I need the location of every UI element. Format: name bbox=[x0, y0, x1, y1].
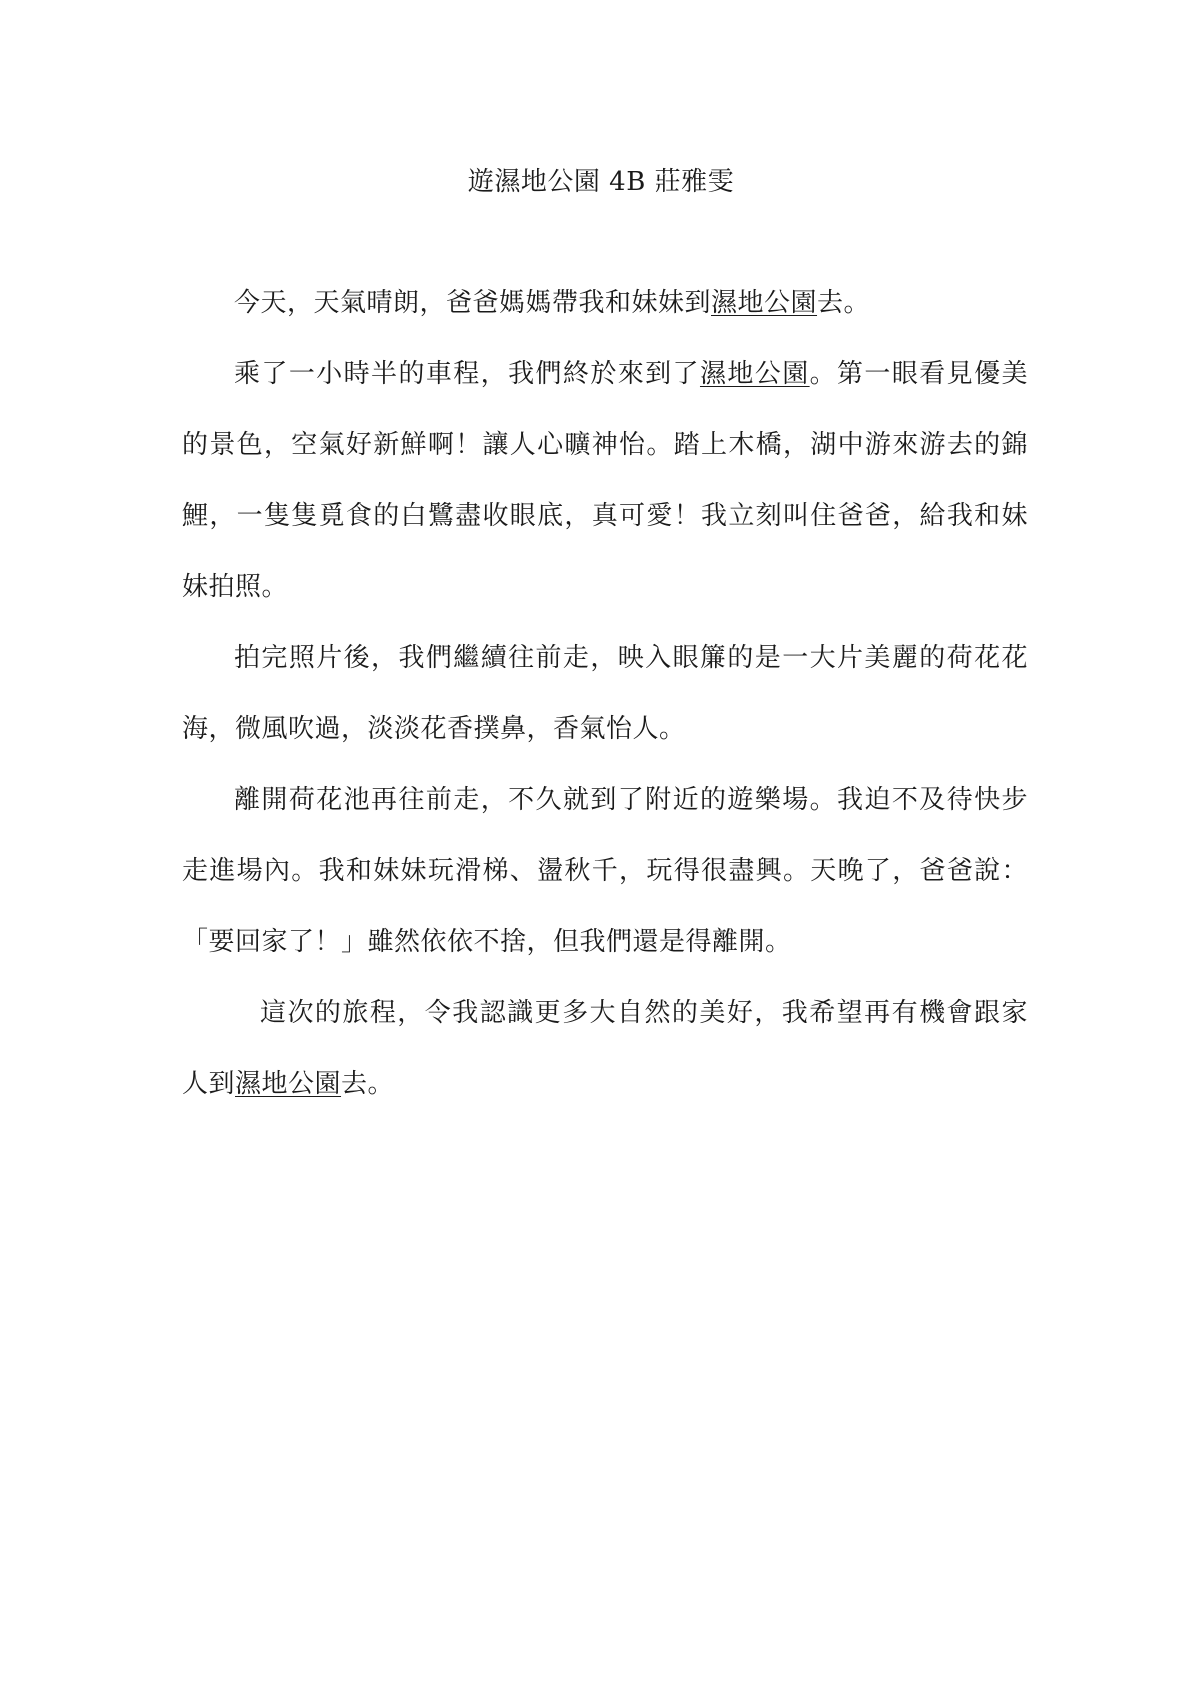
paragraph-text: 今天，天氣晴朗，爸爸媽媽帶我和妹妹到 bbox=[234, 288, 712, 318]
paragraph-text: 這次的旅程，令我認識更多大自然的美好，我希望再有機會跟家人到 bbox=[182, 998, 1028, 1099]
essay-title: 遊濕地公園 4B 莊雅雯 bbox=[467, 167, 735, 197]
place-name-underlined: 濕地公園 bbox=[699, 359, 810, 389]
paragraph-5 bbox=[182, 978, 1028, 1120]
place-name-underlined: 濕地公園 bbox=[711, 288, 818, 318]
paragraph-4: 離開荷花池再往前走，不久就到了附近的遊樂場。我迫不及待快步走進場內。我和妹妹玩滑梯、盪秋千，玩得很盡興。天晚了，爸爸說：「要回家了！」雖然依依不捨，但我們還是得離開。 bbox=[182, 785, 1028, 957]
paragraph-2 bbox=[182, 339, 1028, 623]
paragraph-text: 。第一眼看見優美的景色，空氣好新鮮啊！讓人心曠神怡。踏上木橋，湖中游來游去的錦鯉，一隻隻覓食的白鷺盡收眼底，真可愛！我立刻叫住爸爸，給我和妹妹拍照。 bbox=[182, 359, 1028, 602]
essay-body bbox=[182, 268, 1028, 1120]
paragraph-3: 拍完照片後，我們繼續往前走，映入眼簾的是一大片美麗的荷花花海，微風吹過，淡淡花香撲鼻，香氣怡人。 bbox=[182, 643, 1028, 744]
place-name-underlined: 濕地公園 bbox=[235, 1069, 342, 1099]
paragraph-1 bbox=[182, 268, 1028, 339]
paragraph-text: 去。 bbox=[341, 1069, 395, 1099]
paragraph-text: 去。 bbox=[817, 288, 871, 318]
paragraph-text: 乘了一小時半的車程，我們終於來到了 bbox=[234, 359, 700, 389]
